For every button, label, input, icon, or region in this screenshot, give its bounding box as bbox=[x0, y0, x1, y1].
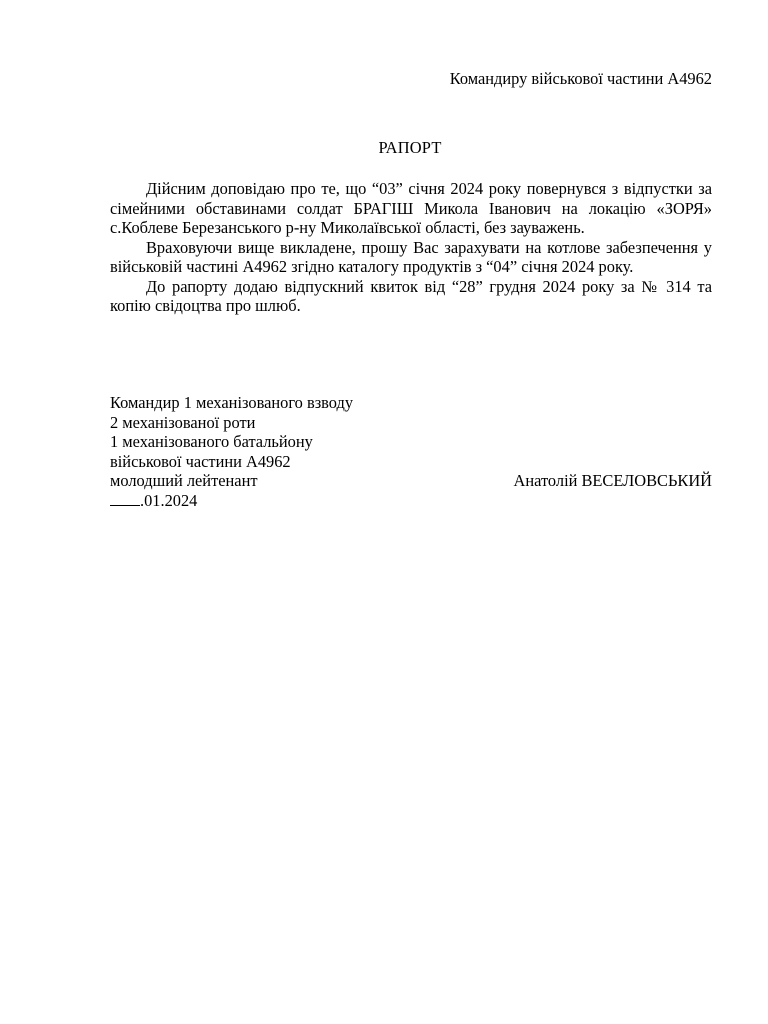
date-month-year: .01.2024 bbox=[140, 490, 198, 510]
addressee-line: Командиру військової частини А4962 bbox=[449, 69, 712, 88]
date-day-blank bbox=[110, 491, 140, 506]
signer-name: Анатолій ВЕСЕЛОВСЬКИЙ bbox=[513, 471, 712, 490]
document-body bbox=[110, 179, 712, 316]
paragraph-request: Враховуючи вище викладене, прошу Вас зарахувати на котлове забезпечення у військовій частині А4962 згідно каталогу продуктів з “04” січня 2024 року. bbox=[110, 237, 712, 276]
signer-position-line: 1 механізованого батальйону bbox=[110, 432, 313, 451]
date-line bbox=[110, 491, 712, 511]
paragraph-report: Дійсним доповідаю про те, що “03” січня 2024 року повернувся з відпустки за сімейними обставинами солдат БРАГІШ Микола Іванович на локацію «ЗОРЯ» с.Коблеве Березанського р-ну Миколаївської області, без зауважень. bbox=[110, 179, 712, 237]
paragraph-attachments: До рапорту додаю відпускний квиток від “28” грудня 2024 року за № 314 та копію свідоцтва про шлюб. bbox=[110, 276, 712, 315]
signer-rank: молодший лейтенант bbox=[110, 471, 258, 490]
signer-position-line: 2 механізованої роти bbox=[110, 412, 256, 432]
document-title: РАПОРТ bbox=[378, 138, 442, 157]
signer-position-line: Командир 1 механізованого взводу bbox=[110, 393, 354, 412]
signer-position-line: військової частини А4962 bbox=[110, 451, 291, 471]
signature-block bbox=[110, 393, 712, 510]
